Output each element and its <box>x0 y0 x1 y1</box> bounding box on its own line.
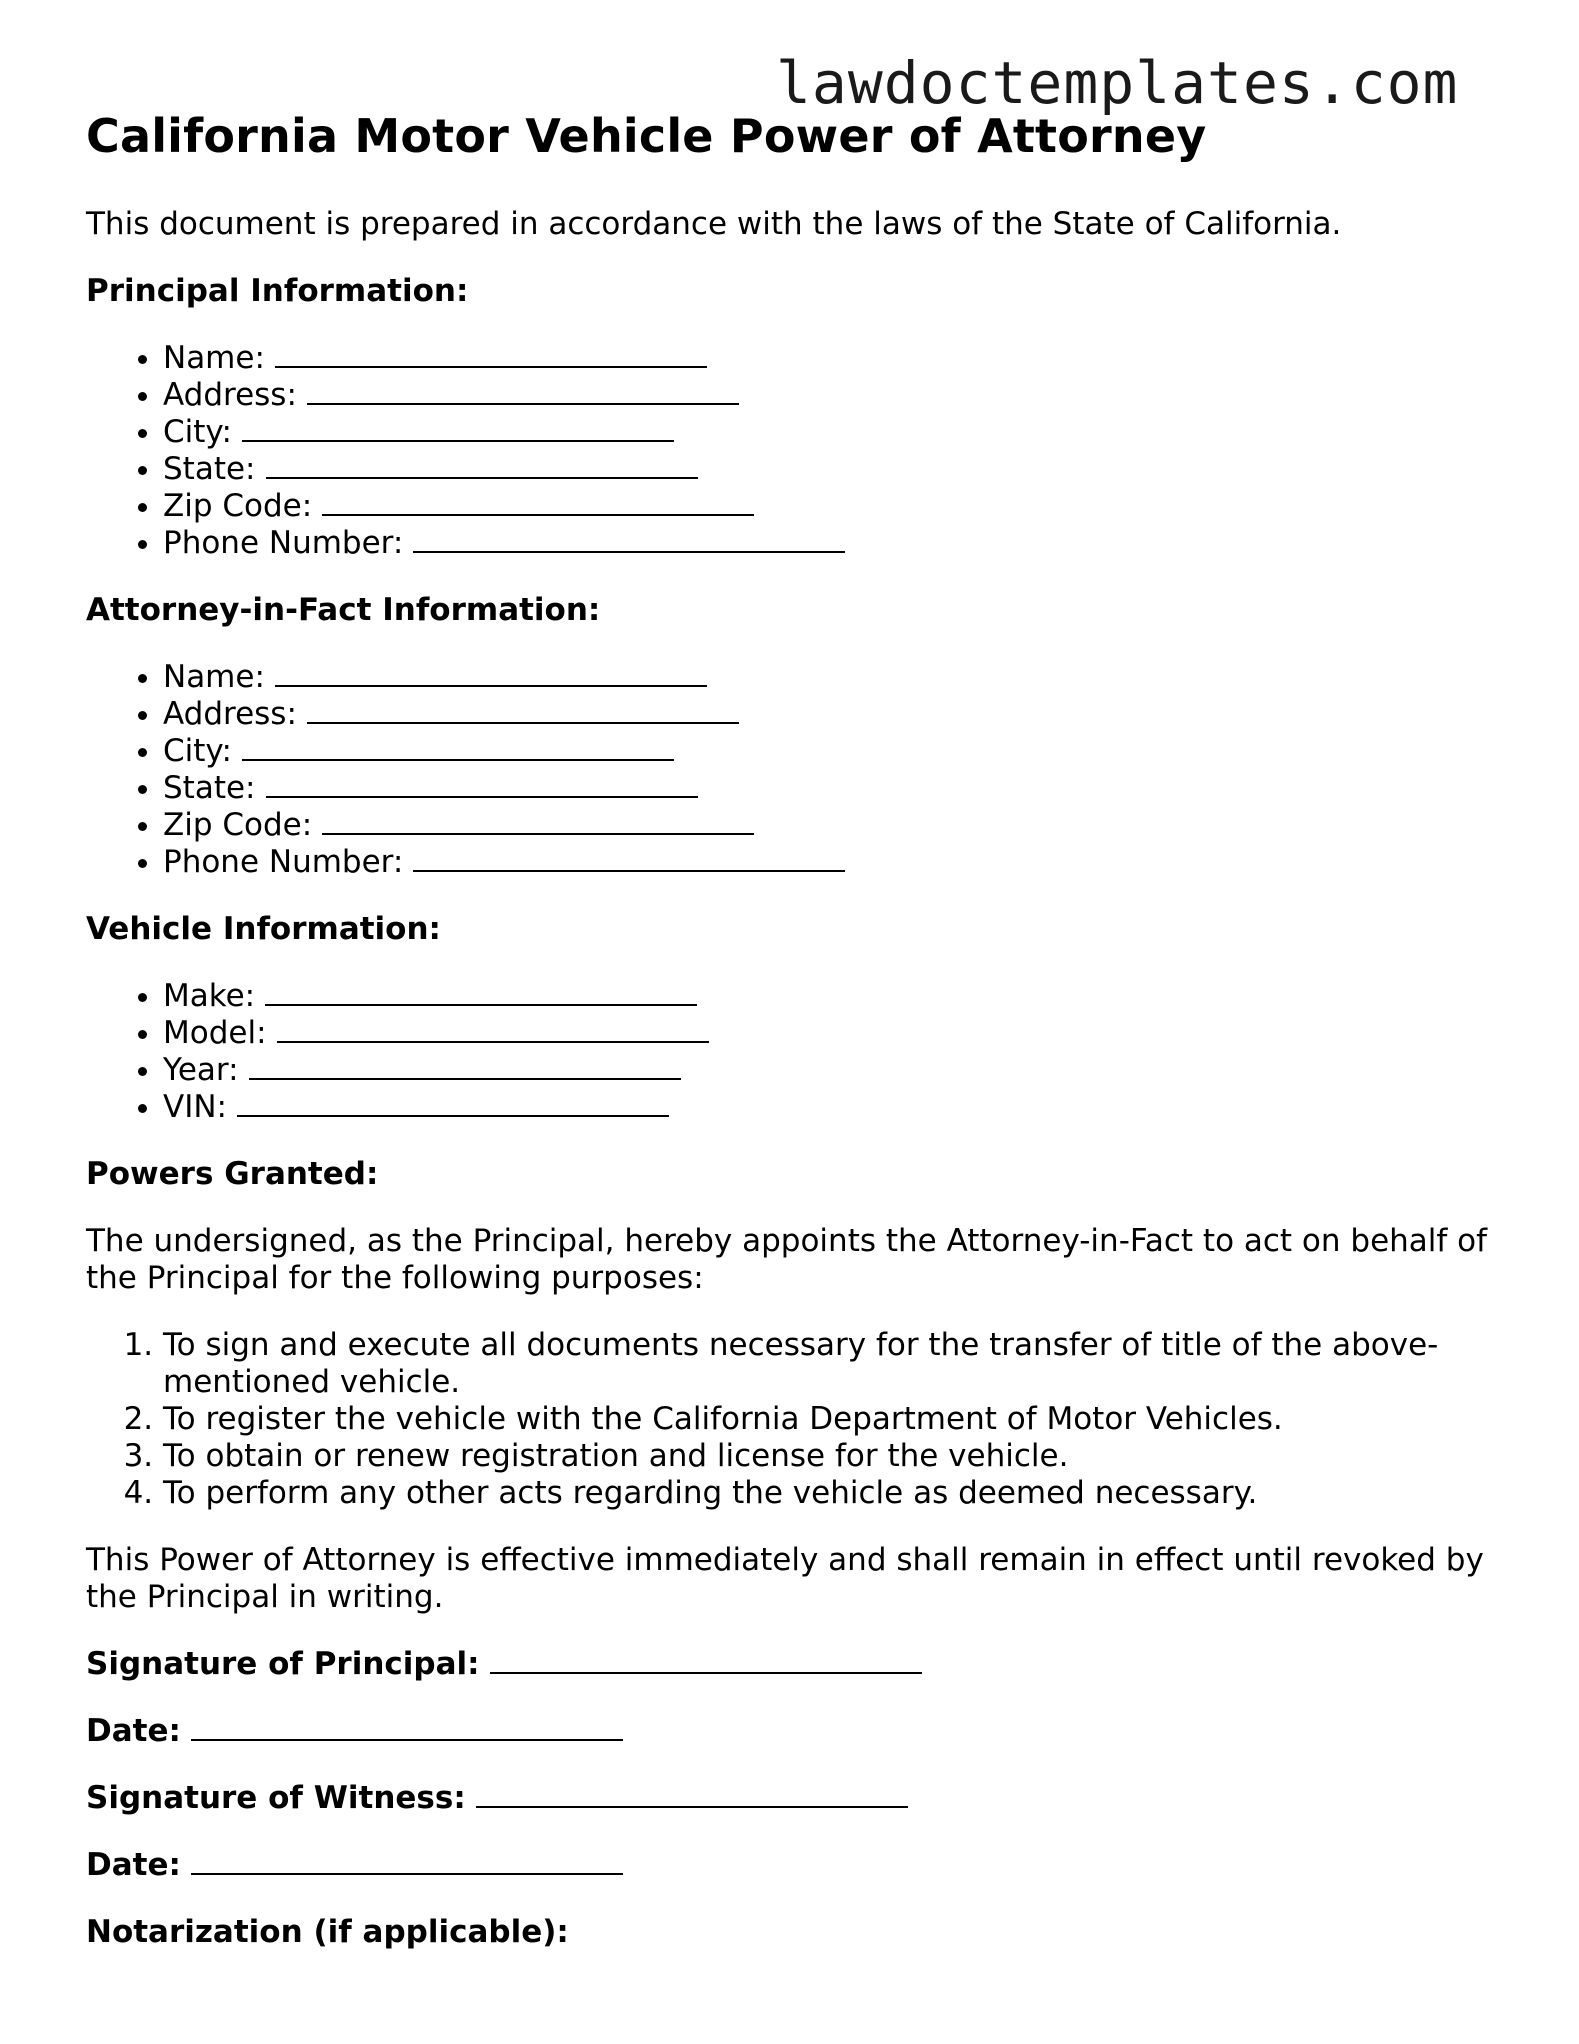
attorney-state-field: • State: <box>163 770 1506 807</box>
principal-zip-field: • Zip Code: <box>163 488 1506 525</box>
vehicle-model-field: • Model: <box>163 1015 1506 1052</box>
watermark: lawdoctemplates.com <box>776 49 1459 117</box>
attorney-heading: Attorney-in-Fact Information: <box>86 592 601 628</box>
principal-state-field: • State: <box>163 451 1506 488</box>
intro-text: This document is prepared in accordance with the laws of the State of California. <box>86 206 1342 242</box>
blank-line[interactable] <box>277 1015 709 1043</box>
power-item: 3. To obtain or renew registration and license for the vehicle. <box>163 1438 1506 1475</box>
attorney-fields-list <box>86 659 1506 881</box>
vehicle-heading: Vehicle Information: <box>86 911 441 947</box>
blank-line[interactable] <box>322 807 754 835</box>
blank-line[interactable] <box>413 525 845 553</box>
blank-line[interactable] <box>307 696 739 724</box>
principal-phone-field: • Phone Number: <box>163 525 1506 562</box>
blank-line[interactable] <box>275 340 707 368</box>
powers-intro: The undersigned, as the Principal, hereby appoints the Attorney-in-Fact to act on behalf of the Principal for the following purposes: <box>86 1223 1488 1296</box>
attorney-phone-field: • Phone Number: <box>163 844 1506 881</box>
principal-name-field: • Name: <box>163 340 1506 377</box>
document-page <box>86 106 1506 1951</box>
vehicle-year-field: • Year: <box>163 1052 1506 1089</box>
power-item: 2. To register the vehicle with the California Department of Motor Vehicles. <box>163 1401 1506 1438</box>
principal-city-field: • City: <box>163 414 1506 451</box>
attorney-city-field: • City: <box>163 733 1506 770</box>
powers-heading: Powers Granted: <box>86 1156 379 1192</box>
vehicle-vin-field: • VIN: <box>163 1089 1506 1126</box>
attorney-name-field: • Name: <box>163 659 1506 696</box>
blank-line[interactable] <box>413 844 845 872</box>
principal-heading: Principal Information: <box>86 273 469 309</box>
blank-line[interactable] <box>266 451 698 479</box>
power-item: 4. To perform any other acts regarding the vehicle as deemed necessary. <box>163 1475 1506 1512</box>
blank-line[interactable] <box>237 1089 669 1117</box>
vehicle-make-field: • Make: <box>163 978 1506 1015</box>
blank-line[interactable] <box>322 488 754 516</box>
blank-line[interactable] <box>275 659 707 687</box>
blank-line[interactable] <box>249 1052 681 1080</box>
blank-line[interactable] <box>307 377 739 405</box>
effective-statement: This Power of Attorney is effective immediately and shall remain in effect until revoked by the Principal in writing. <box>86 1542 1484 1615</box>
principal-date-line: Date: <box>86 1713 1506 1750</box>
witness-date-line: Date: <box>86 1847 1506 1884</box>
attorney-address-field: • Address: <box>163 696 1506 733</box>
principal-address-field: • Address: <box>163 377 1506 414</box>
notarization-heading: Notarization (if applicable): <box>86 1914 569 1950</box>
blank-line[interactable] <box>265 978 697 1006</box>
date-blank[interactable] <box>191 1847 623 1875</box>
principal-fields-list <box>86 340 1506 562</box>
signature-blank[interactable] <box>476 1780 908 1808</box>
blank-line[interactable] <box>242 414 674 442</box>
attorney-zip-field: • Zip Code: <box>163 807 1506 844</box>
blank-line[interactable] <box>242 733 674 761</box>
powers-list <box>86 1327 1506 1512</box>
power-item: 1. To sign and execute all documents necessary for the transfer of title of the above-mentioned vehicle. <box>163 1327 1506 1401</box>
signature-blank[interactable] <box>490 1646 922 1674</box>
document-title: California Motor Vehicle Power of Attorney <box>86 109 1207 163</box>
vehicle-fields-list <box>86 978 1506 1126</box>
principal-signature-line: Signature of Principal: <box>86 1646 1506 1683</box>
blank-line[interactable] <box>266 770 698 798</box>
date-blank[interactable] <box>191 1713 623 1741</box>
witness-signature-line: Signature of Witness: <box>86 1780 1506 1817</box>
